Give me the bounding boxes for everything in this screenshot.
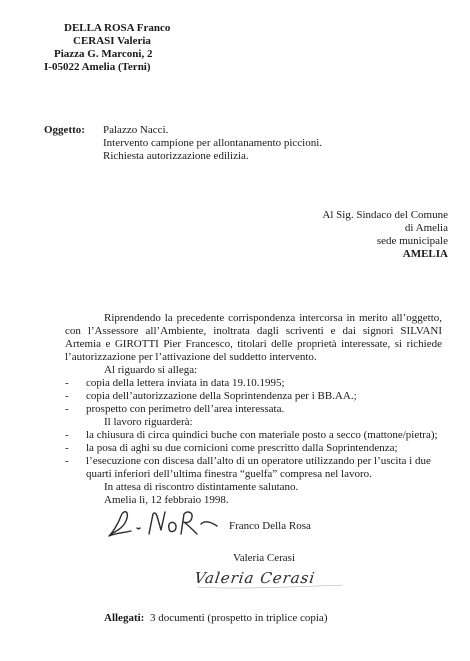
- list-item: - la posa di aghi su due cornicioni come prescritto dalla Soprintendenza;: [65, 442, 398, 454]
- sender-name-2: CERASI Valeria: [73, 35, 151, 47]
- work-intro: Il lavoro riguarderà:: [104, 416, 193, 428]
- recipient-line-3: sede municipale: [376, 235, 448, 247]
- attach-list: [65, 377, 442, 416]
- svg-text:Valeria Cerasi: Valeria Cerasi: [193, 569, 317, 587]
- subject-line: Richiesta autorizzazione edilizia.: [103, 150, 249, 162]
- letter-body: [65, 312, 442, 507]
- list-item: - l’esecuzione con discesa dall’alto di un operatore utilizzando per l’uscita i due quarti inferiori dell’ultima finestra “guelfa” compresa nel lavoro.: [65, 455, 431, 480]
- subject-line: Intervento campione per allontanamento piccioni.: [103, 137, 323, 149]
- date-line: Amelia lì, 12 febbraio 1998.: [104, 494, 229, 506]
- intro-paragraph: Riprendendo la precedente corrispondenza intercorsa in merito all’oggetto, con l’Assessore all’Ambiente, inoltrata dagli scriventi e dai signori SILVANI Artemia e GIROTTI Pier Francesco, titolari delle proprietà interessate, si richiede l’autorizzazione per l’attivazione del suddetto intervento.: [65, 312, 442, 363]
- sender-street: Piazza G. Marconi, 2: [54, 48, 153, 60]
- recipient-line-4: AMELIA: [402, 248, 448, 260]
- list-item: - copia della lettera inviata in data 19.10.1995;: [65, 377, 285, 389]
- attach-intro: Al riguardo si allega:: [104, 364, 198, 376]
- signer-name-1: Franco Della Rosa: [229, 520, 311, 532]
- sender-city: I-05022 Amelia (Terni): [44, 61, 151, 73]
- work-list: [65, 429, 442, 481]
- recipient-line-1: Al Sig. Sindaco del Comune: [322, 209, 448, 221]
- subject-label: Oggetto:: [44, 124, 85, 136]
- list-item: - copia dell’autorizzazione della Soprintendenza per i BB.AA.;: [65, 390, 357, 402]
- list-item: - la chiusura di circa quindici buche con materiale posto a secco (mattone/pietra);: [65, 429, 438, 441]
- subject-lines: [103, 124, 322, 163]
- recipient-address: [322, 209, 448, 261]
- attachments-text: 3 documenti (prospetto in triplice copia): [150, 612, 328, 624]
- list-item: - prospetto con perimetro dell’area interessata.: [65, 403, 285, 415]
- sender-name-1: DELLA ROSA Franco: [64, 22, 171, 34]
- subject-line: Palazzo Nacci.: [103, 124, 169, 136]
- closing-line: In attesa di riscontro distintamente salutano.: [104, 481, 299, 493]
- signature-franco-icon: [105, 504, 235, 540]
- attachments-label: Allegati:: [104, 612, 145, 624]
- signature-valeria-icon: [193, 561, 353, 593]
- signer-name-2: Valeria Cerasi: [233, 552, 295, 564]
- recipient-line-2: di Amelia: [404, 222, 448, 234]
